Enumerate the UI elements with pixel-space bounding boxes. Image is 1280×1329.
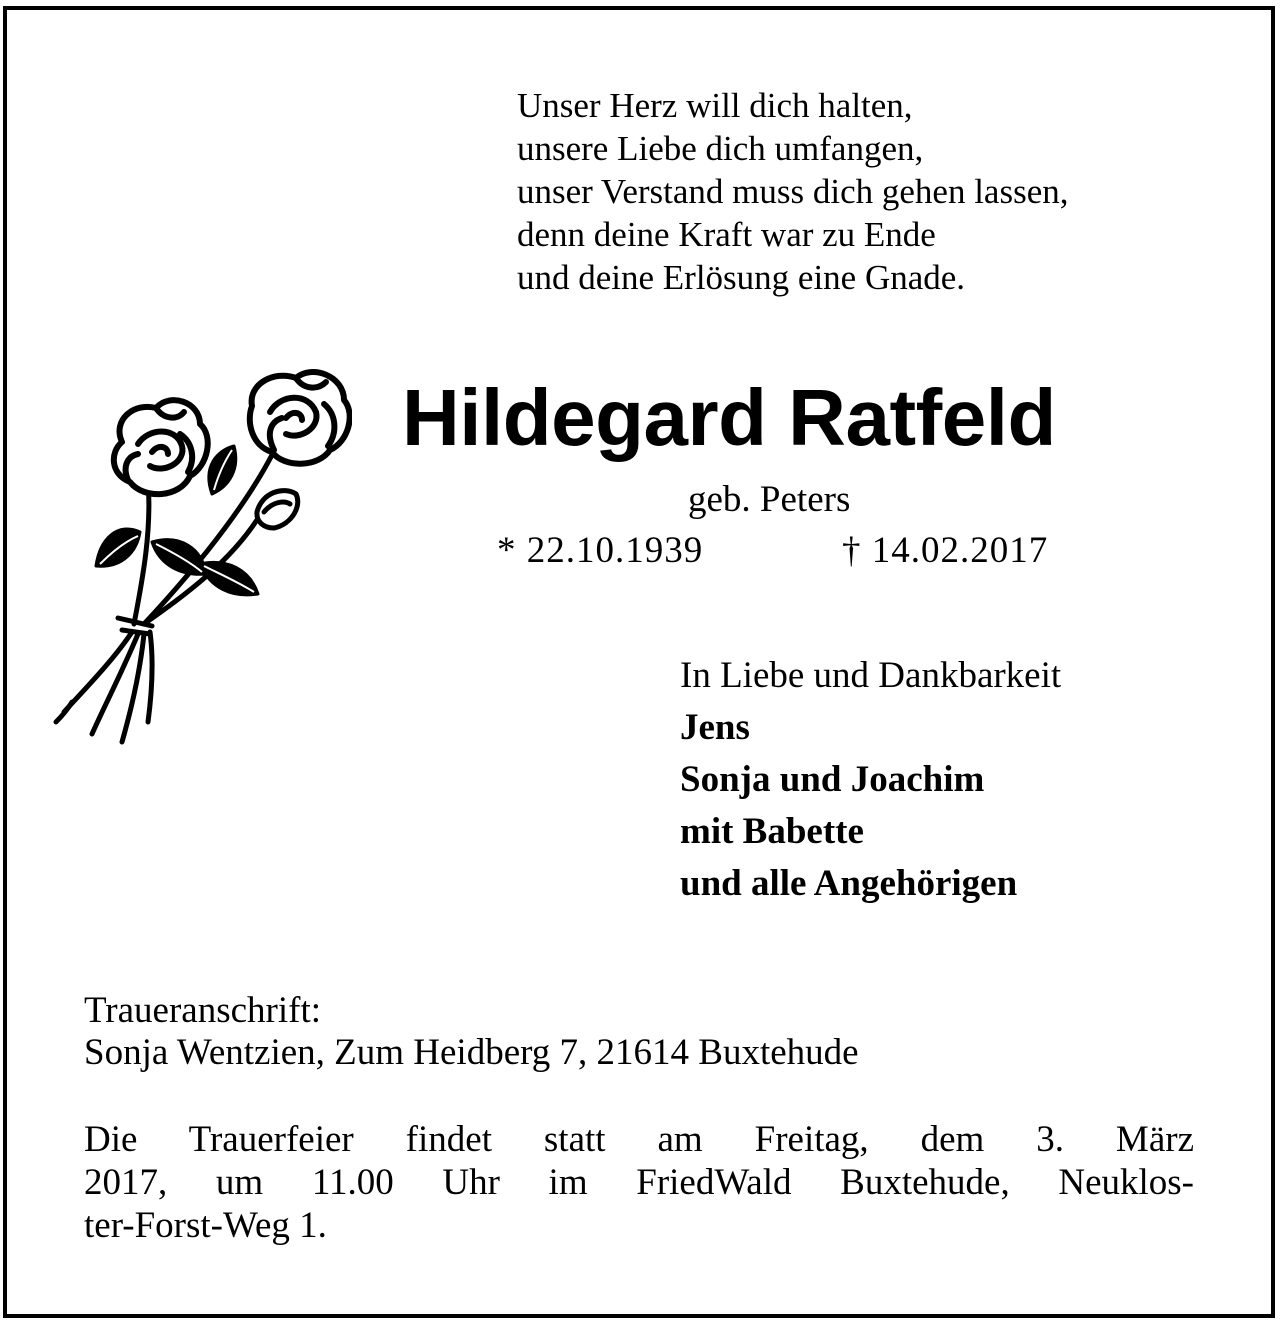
ceremony-notice (84, 1118, 1194, 1247)
poem (517, 84, 1068, 299)
poem-line: und deine Erlösung eine Gnade. (517, 258, 966, 297)
death-date: † 14.02.2017 (842, 530, 1049, 571)
poem-line: unsere Liebe dich umfangen, (517, 129, 924, 168)
mourning-address (84, 990, 859, 1074)
ceremony-line: 2017, um 11.00 Uhr im FriedWald Buxtehude, Neuklos- (84, 1162, 1194, 1203)
address-line: Sonja Wentzien, Zum Heidberg 7, 21614 Buxtehude (84, 1032, 859, 1073)
poem-line: denn deine Kraft war zu Ende (517, 215, 936, 254)
poem-line: Unser Herz will dich halten, (517, 86, 913, 125)
family-member: Jens (680, 707, 750, 748)
ceremony-line: Die Trauerfeier findet statt am Freitag, dem 3. März (84, 1119, 1194, 1160)
family-lead: In Liebe und Dankbarkeit (680, 655, 1062, 696)
ceremony-line: ter-Forst-Weg 1. (84, 1205, 327, 1246)
address-label: Traueranschrift: (84, 990, 322, 1031)
birth-date: * 22.10.1939 (497, 530, 704, 571)
poem-line: unser Verstand muss dich gehen lassen, (517, 172, 1069, 211)
rose-bouquet-icon (52, 362, 352, 747)
maiden-name: geb. Peters (688, 479, 851, 520)
deceased-name: Hildegard Ratfeld (402, 373, 1056, 462)
family-member: Sonja und Joachim (680, 759, 985, 800)
family-member: und alle Angehörigen (680, 863, 1018, 904)
family-member: mit Babette (680, 811, 864, 852)
family-signature (680, 650, 1061, 910)
